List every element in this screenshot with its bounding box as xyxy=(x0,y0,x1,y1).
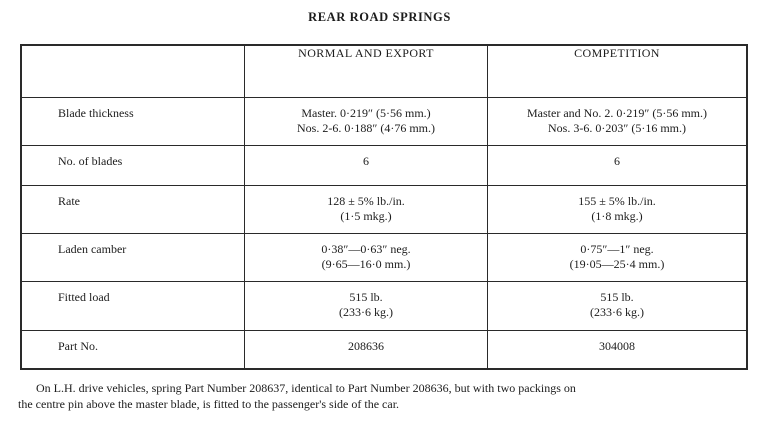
value-line: Nos. 3-6. 0·203″ (5·16 mm.) xyxy=(548,121,686,135)
competition-value xyxy=(488,282,748,331)
table-row-fitted-load xyxy=(21,282,747,331)
table-row-no-of-blades xyxy=(21,146,747,186)
value-line: Nos. 2-6. 0·188″ (4·76 mm.) xyxy=(297,121,435,135)
normal-value xyxy=(245,282,488,331)
value-line: 6 xyxy=(363,154,369,168)
normal-value xyxy=(245,234,488,282)
normal-value xyxy=(245,98,488,146)
value-line: (1·8 mkg.) xyxy=(591,209,643,223)
value-line: (233·6 kg.) xyxy=(339,305,393,319)
competition-value xyxy=(488,146,748,186)
header-cell-blank xyxy=(21,45,245,98)
normal-value xyxy=(245,146,488,186)
value-line: 0·38″—0·63″ neg. xyxy=(321,242,411,256)
row-label: No. of blades xyxy=(21,146,245,186)
value-line: 6 xyxy=(614,154,620,168)
value-line: (233·6 kg.) xyxy=(590,305,644,319)
value-line: 304008 xyxy=(599,339,635,353)
table-header-row xyxy=(21,45,747,98)
header-competition: COMPETITION xyxy=(488,45,748,98)
row-label: Blade thickness xyxy=(21,98,245,146)
table-row-laden-camber xyxy=(21,234,747,282)
value-line: 128 ± 5% lb./in. xyxy=(327,194,405,208)
competition-value xyxy=(488,98,748,146)
competition-value xyxy=(488,234,748,282)
normal-value xyxy=(245,331,488,370)
table-row-part-no xyxy=(21,331,747,370)
value-line: Master and No. 2. 0·219″ (5·56 mm.) xyxy=(527,106,707,120)
row-label: Laden camber xyxy=(21,234,245,282)
value-line: (19·05—25·4 mm.) xyxy=(569,257,665,271)
value-line: Master. 0·219″ (5·56 mm.) xyxy=(301,106,431,120)
value-line: 515 lb. xyxy=(349,290,383,304)
value-line: (1·5 mkg.) xyxy=(340,209,392,223)
table-row-blade-thickness xyxy=(21,98,747,146)
competition-value xyxy=(488,186,748,234)
header-normal-and-export: NORMAL AND EXPORT xyxy=(245,45,488,98)
normal-value xyxy=(245,186,488,234)
footnote-line: the centre pin above the master blade, is fitted to the passenger's side of the car. xyxy=(18,397,400,411)
rear-road-springs-table xyxy=(20,44,748,370)
row-label: Part No. xyxy=(21,331,245,370)
page-title: REAR ROAD SPRINGS xyxy=(308,10,451,24)
value-line: 155 ± 5% lb./in. xyxy=(578,194,656,208)
table-row-rate xyxy=(21,186,747,234)
value-line: (9·65—16·0 mm.) xyxy=(321,257,411,271)
footnote-paragraph xyxy=(18,380,748,412)
row-label: Fitted load xyxy=(21,282,245,331)
competition-value xyxy=(488,331,748,370)
value-line: 0·75″—1″ neg. xyxy=(580,242,654,256)
footnote-line: On L.H. drive vehicles, spring Part Number 208637, identical to Part Number 208636, but with two packings on xyxy=(36,381,576,395)
value-line: 515 lb. xyxy=(600,290,634,304)
row-label: Rate xyxy=(21,186,245,234)
value-line: 208636 xyxy=(348,339,384,353)
